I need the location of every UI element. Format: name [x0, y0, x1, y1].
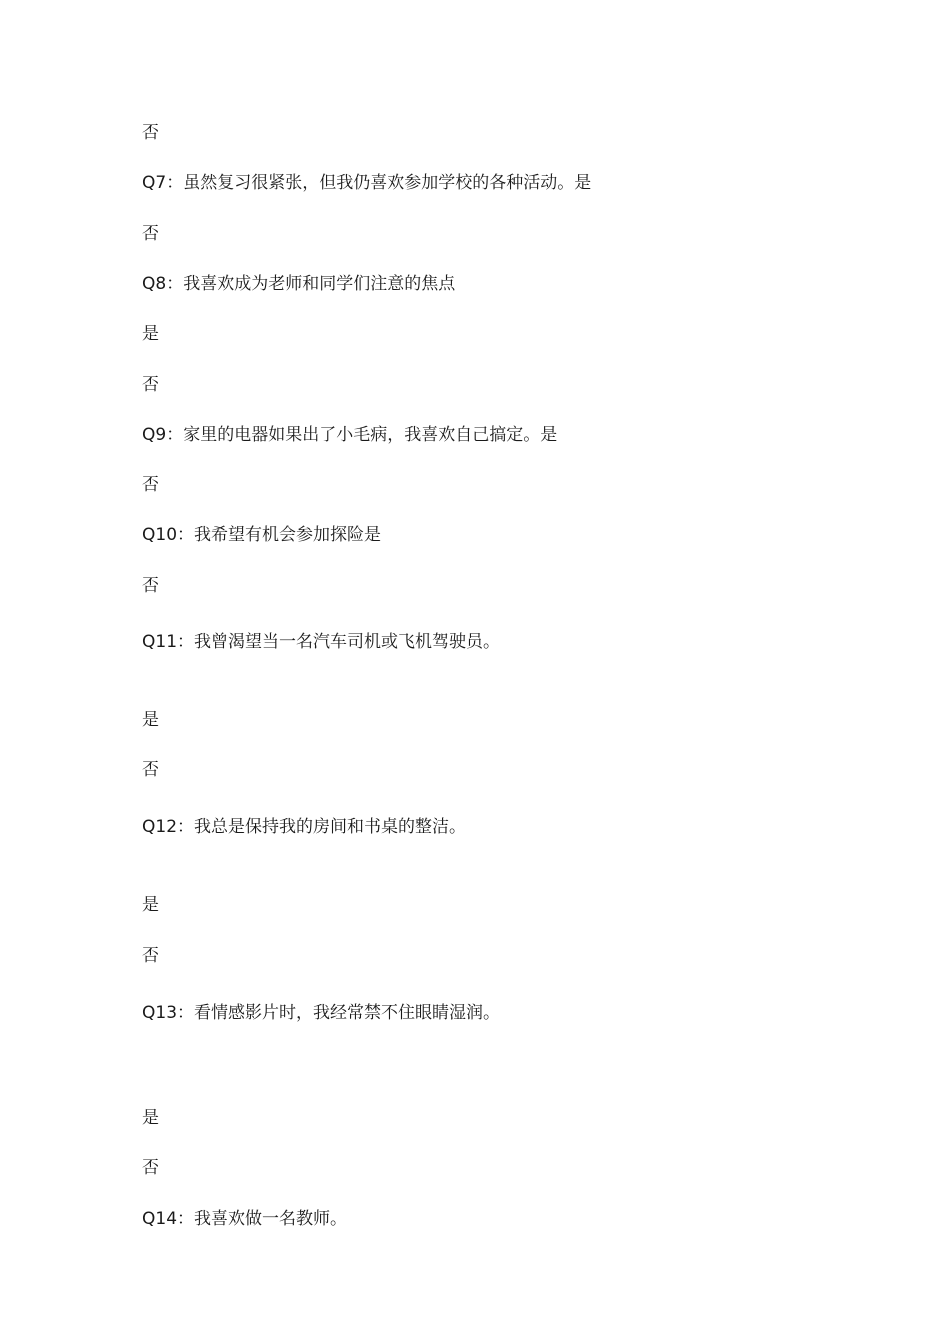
answer-option-no: 否: [142, 576, 159, 596]
answer-option-yes: 是: [142, 895, 159, 915]
question-q13: Q13：看情感影片时，我经常禁不住眼睛湿润。: [142, 1003, 501, 1023]
answer-option-yes: 是: [142, 1108, 159, 1128]
question-q12: Q12：我总是保持我的房间和书桌的整洁。: [142, 817, 467, 837]
answer-option-no: 否: [142, 1158, 159, 1178]
answer-option-no: 否: [142, 475, 159, 495]
answer-option-no: 否: [142, 375, 159, 395]
answer-option-yes: 是: [142, 710, 159, 730]
question-q9: Q9：家里的电器如果出了小毛病，我喜欢自己搞定。是: [142, 425, 558, 445]
answer-option-no: 否: [142, 123, 159, 143]
answer-option-no: 否: [142, 946, 159, 966]
question-q14: Q14：我喜欢做一名教师。: [142, 1209, 348, 1229]
answer-option-no: 否: [142, 760, 159, 780]
answer-option-no: 否: [142, 224, 159, 244]
question-q11: Q11：我曾渴望当一名汽车司机或飞机驾驶员。: [142, 632, 501, 652]
question-q8: Q8：我喜欢成为老师和同学们注意的焦点: [142, 274, 456, 294]
question-q7: Q7：虽然复习很紧张，但我仍喜欢参加学校的各种活动。是: [142, 173, 592, 193]
answer-option-yes: 是: [142, 324, 159, 344]
question-q10: Q10：我希望有机会参加探险是: [142, 525, 382, 545]
